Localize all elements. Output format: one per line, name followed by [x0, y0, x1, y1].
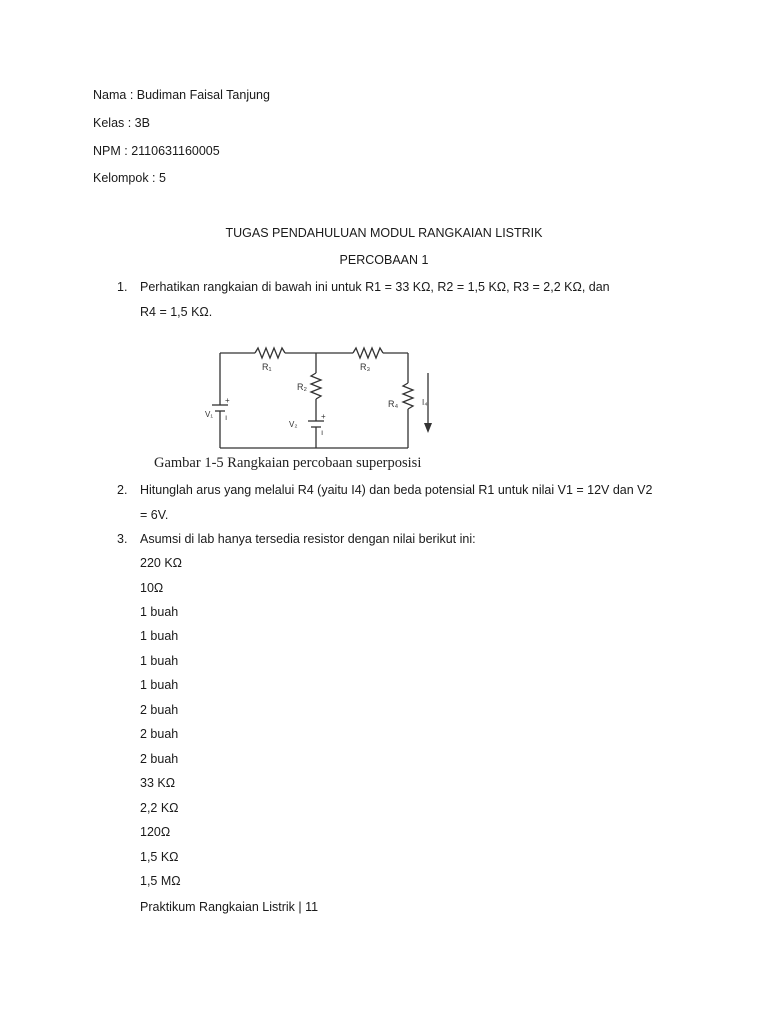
list-item: 2 buah	[140, 703, 179, 717]
question-1-text-line1: Perhatikan rangkaian di bawah ini untuk R1 = 33 KΩ, R2 = 1,5 KΩ, R3 = 2,2 KΩ, dan	[140, 280, 610, 294]
label-v1: V₁	[205, 410, 214, 419]
label-v2: V₂	[289, 420, 298, 429]
list-item: 1 buah	[140, 629, 179, 643]
list-item: 10Ω	[140, 581, 164, 595]
document-subtitle: PERCOBAAN 1	[339, 253, 429, 267]
list-item: 1,5 MΩ	[140, 874, 181, 888]
svg-text:+: +	[321, 412, 326, 421]
question-3-number: 3.	[117, 532, 128, 546]
document-title: TUGAS PENDAHULUAN MODUL RANGKAIAN LISTRIK	[225, 226, 543, 240]
label-r4: R₄	[388, 399, 399, 409]
page-footer: Praktikum Rangkaian Listrik | 11	[140, 900, 319, 914]
student-name: Nama : Budiman Faisal Tanjung	[93, 88, 270, 102]
list-item: 1 buah	[140, 605, 179, 619]
list-item: 2,2 KΩ	[140, 801, 179, 815]
list-item: 1 buah	[140, 678, 179, 692]
list-item: 120Ω	[140, 825, 171, 839]
list-item: 2 buah	[140, 727, 179, 741]
question-1-number: 1.	[117, 280, 128, 294]
list-item: 2 buah	[140, 752, 179, 766]
label-i4: I₄	[422, 398, 428, 407]
svg-text:ı: ı	[321, 428, 324, 437]
question-1-text-line2: R4 = 1,5 KΩ.	[140, 305, 213, 319]
list-item: 220 KΩ	[140, 556, 183, 570]
list-item: 1,5 KΩ	[140, 850, 179, 864]
student-group: Kelompok : 5	[93, 171, 166, 185]
svg-text:+: +	[225, 396, 230, 405]
question-2-number: 2.	[117, 483, 128, 497]
label-r3: R₃	[360, 362, 371, 372]
svg-text:ı: ı	[225, 413, 228, 422]
label-r1: R₁	[262, 362, 272, 372]
figure-caption: Gambar 1-5 Rangkaian percobaan superposisi	[154, 455, 422, 471]
label-r2: R₂	[297, 382, 307, 392]
list-item: 33 KΩ	[140, 776, 176, 790]
question-2-text-line2: = 6V.	[140, 508, 169, 522]
student-class: Kelas : 3B	[93, 116, 150, 130]
list-item: 1 buah	[140, 654, 179, 668]
question-2-text-line1: Hitunglah arus yang melalui R4 (yaitu I4) dan beda potensial R1 untuk nilai V1 = 12V dan V2	[140, 483, 653, 497]
question-3-text: Asumsi di lab hanya tersedia resistor dengan nilai berikut ini:	[140, 532, 476, 546]
student-npm: NPM : 2110631160005	[93, 144, 220, 158]
